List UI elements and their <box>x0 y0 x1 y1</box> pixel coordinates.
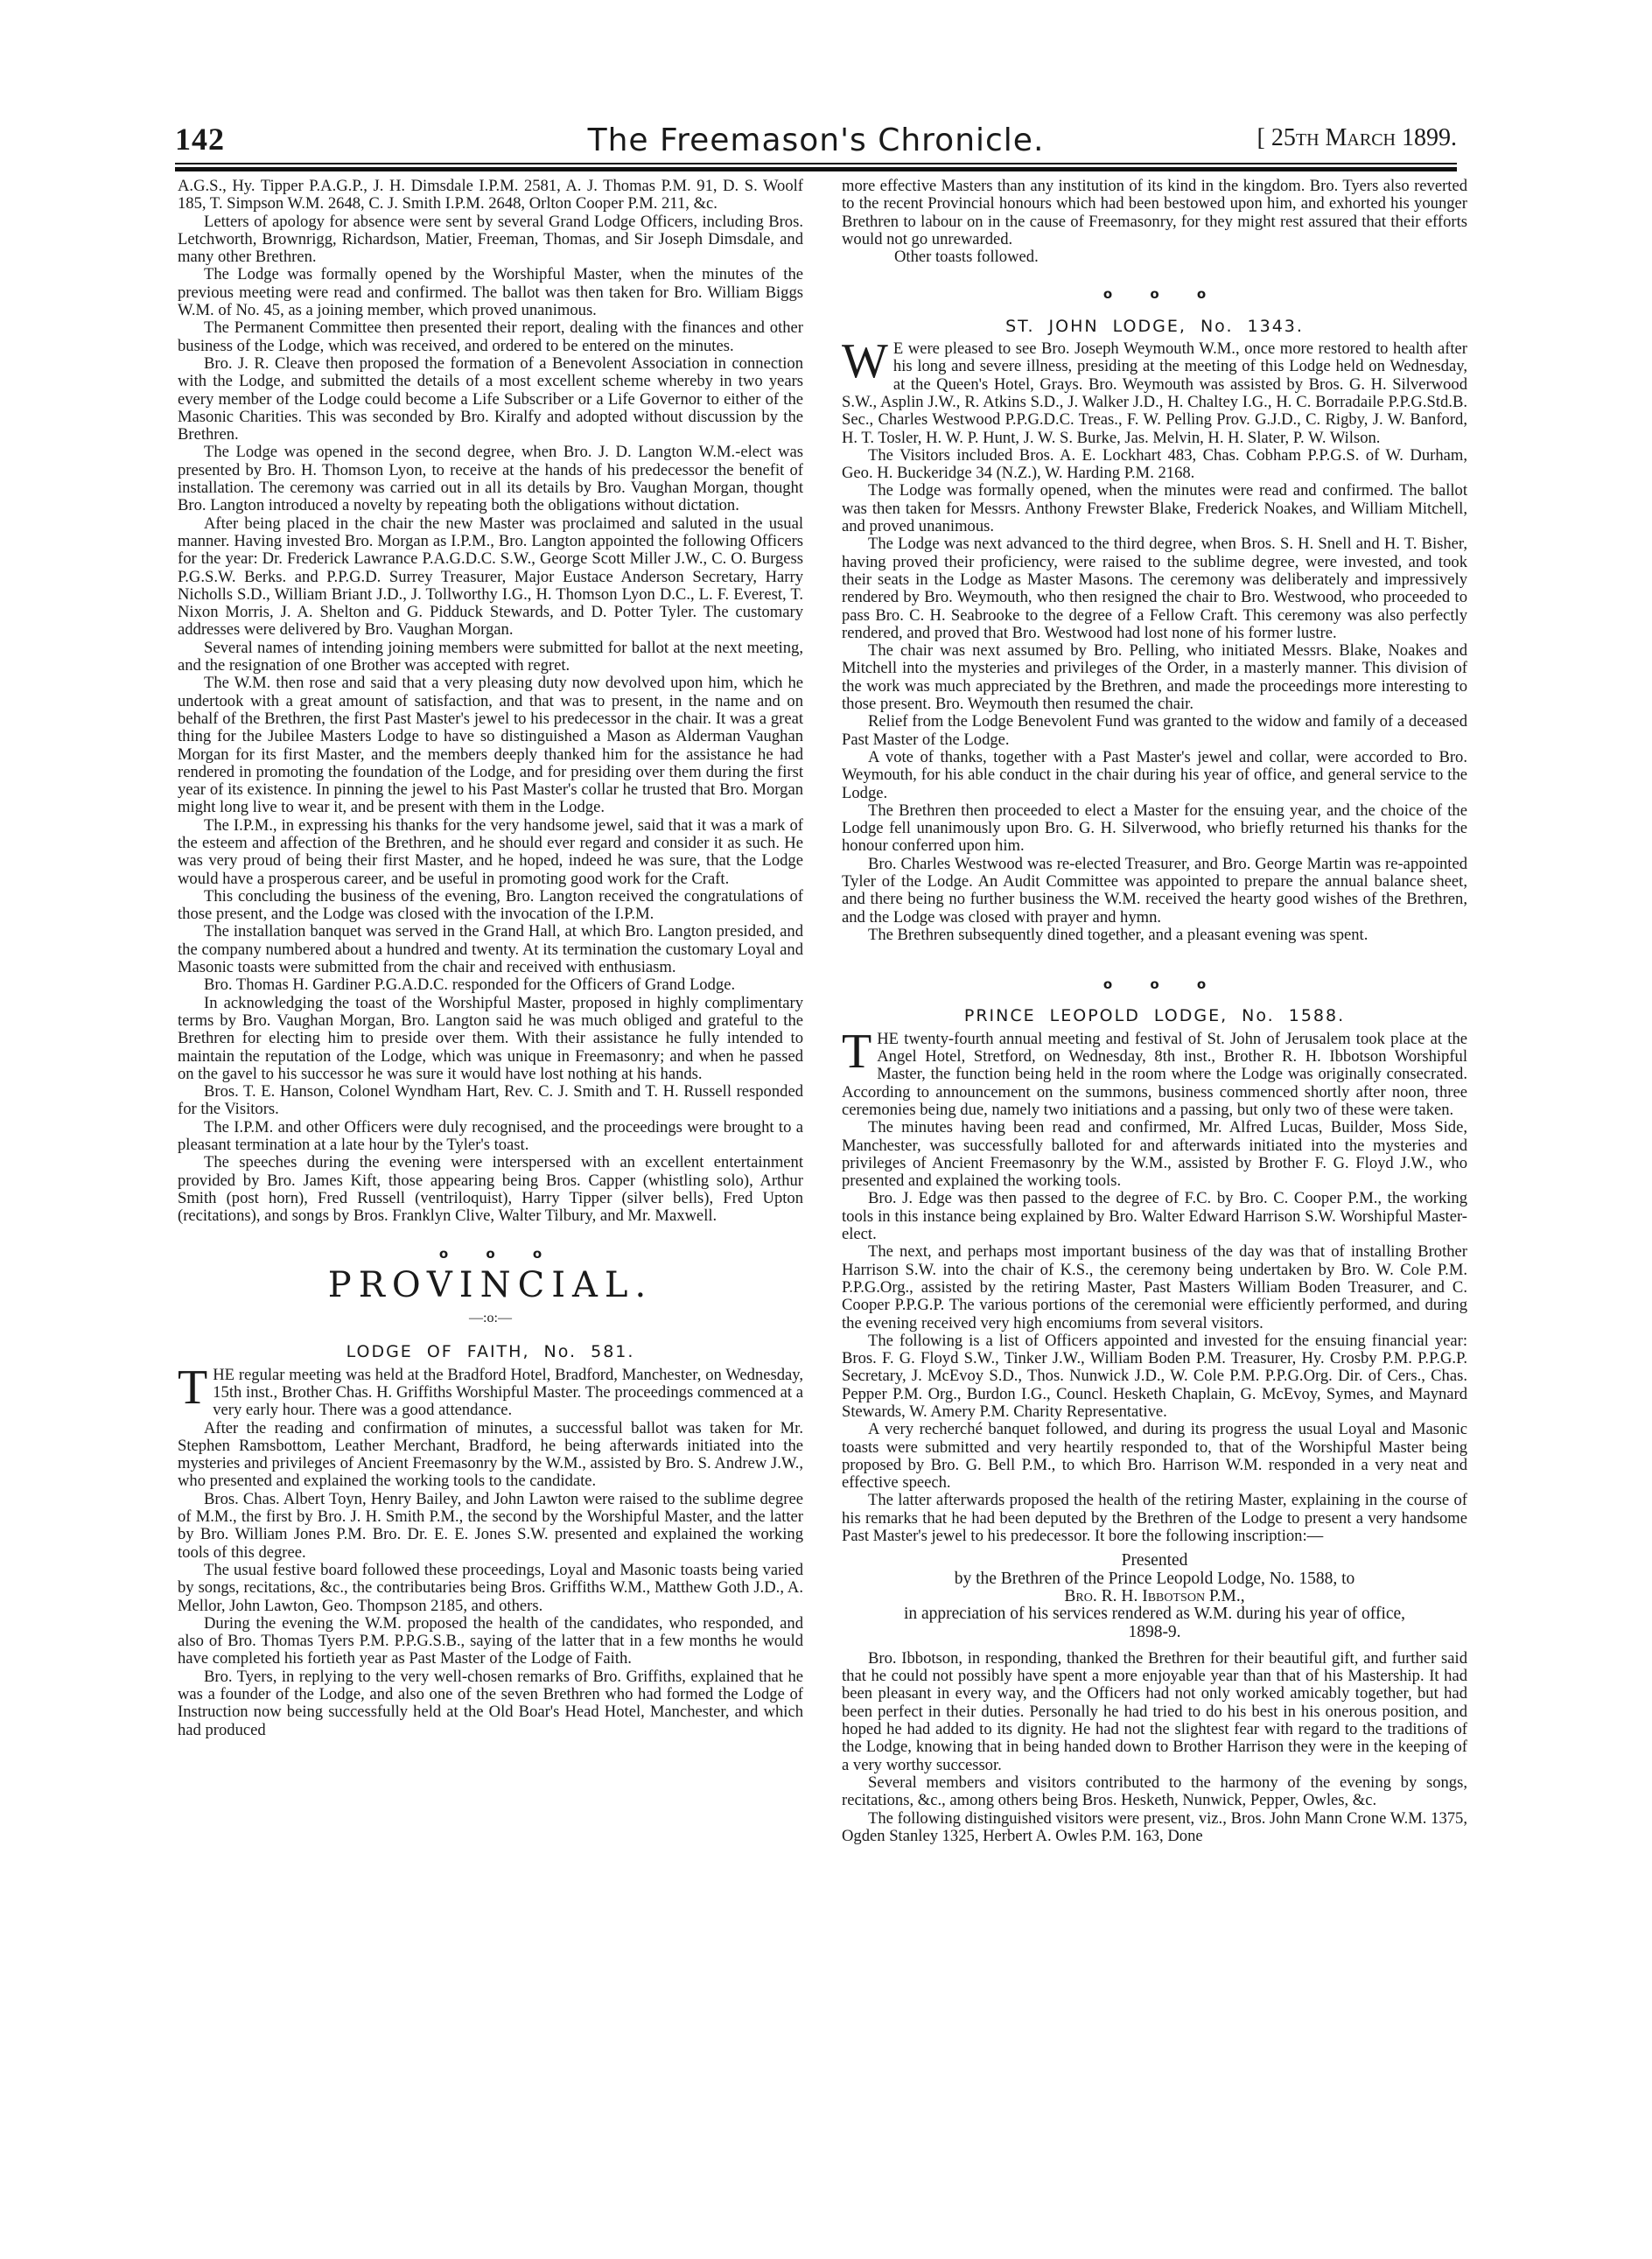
paragraph: The Lodge was formally opened, when the minutes were read and confirmed. The ballot was then taken for Messrs. Anthony Frewster Blake, Frederick Noakes, and William Mitchell, and proved unanimous. <box>842 481 1467 536</box>
section-ornament: o o o <box>1102 976 1207 993</box>
paragraph: In acknowledging the toast of the Worshipful Master, proposed in highly complimentary terms by Bro. Vaughan Morgan, Bro. Langton said he was much obliged and grateful to the Brethren for electing him to preside over them. With their assistance he fully intended to maintain the reputation of the Lodge, which was unique in Freemasonry; and when he passed on the gavel to his successor he was sure it would have lost nothing at his hands. <box>178 993 803 1083</box>
paragraph: After the reading and confirmation of minutes, a successful ballot was taken for Mr. Stephen Ramsbottom, Leather Merchant, Bradford, he being afterwards initiated into the mysteries and privileges of Ancient Freemasonry by the W.M., assisted by Bro. S. Andrew J.W., who presented and explained the working tools to the candidate. <box>178 1418 803 1491</box>
paragraph: The W.M. then rose and said that a very pleasing duty now devolved upon him, which he undertook with a great amount of satisfaction, and that was to present, in the name and on behalf of the Brethren, the first Past Master's jewel to his predecessor in the chair. It was a great thing for the Jubilee Masters Lodge to have so distinguished a Mason as Alderman Vaughan Morgan for its first Master, and the members deeply thanked him for the assistance he had rendered in promoting the foundation of the Lodge, and for presiding over them during the first year of its existence. In pinning the jewel to his Past Master's collar he trusted that Bro. Morgan might long live to wear it, and be present with them in the Lodge. <box>178 674 803 817</box>
masthead <box>175 121 1457 164</box>
inscription-year: 1898-9. <box>1128 1622 1181 1641</box>
lodge-heading-prince-leopold: PRINCE LEOPOLD LODGE, No. 1588. <box>963 1006 1346 1026</box>
paragraph: Bro. Tyers, in replying to the very well-chosen remarks of Bro. Griffiths, explained that he was a founder of the Lodge, and also one of the seven Brethren who had formed the Lodge of Instruction now being successfully held at the Old Boar's Head Hotel, Manchester, and which had produced <box>178 1667 803 1739</box>
paragraph: The speeches during the evening were interspersed with an excellent entertainment provided by Bro. James Kift, those appearing being Bros. Capper (whistling solo), Arthur Smith (post horn), Fred Russell (ventriloquist), Harry Tipper (silver bells), Fred Upton (recitations), and songs by Bros. Franklyn Clive, Walter Tilbury, and Mr. Maxwell. <box>178 1153 803 1226</box>
left-column <box>178 178 803 1739</box>
paragraph: The next, and perhaps most important business of the day was that of installing Brother Harrison S.W. into the chair of K.S., the ceremony being undertaken by Bro. W. Cole P.M. P.P.G.Org., assisted by the retiring Master, Past Masters William Boden Treasurer, and C. Cooper P.P.G.P. The various portions of the ceremonial were efficiently performed, and during the evening received very high encomiums from several visitors. <box>842 1242 1467 1332</box>
masthead-rule-thick <box>175 167 1457 171</box>
paragraph: The Visitors included Bros. A. E. Lockhart 483, Chas. Cobham P.P.G.S. of W. Durham, Geo. H. Buckeridge 34 (N.Z.), W. Harding P.M. 2168. <box>842 445 1467 483</box>
paragraph-dropcap: W E were pleased to see Bro. Joseph Weymouth W.M., once more restored to health after his long and severe illness, presiding at the meeting of this Lodge held on Wednesday, at the Queen's Hotel, Grays. Bro. Weymouth was assisted by Bros. G. H. Silverwood S.W., Asplin J.W., R. Atkins S.D., J. Walker J.D., H. Chaltey I.G., H. C. Borradaile P.P.G.Std.B. Sec., Charles Westwood P.P.G.D.C. Treas., F. W. Pelling Prov. G.J.D., C. Rigby, J. W. Banford, H. T. Tosler, H. W. P. Hunt, J. W. S. Burke, Jas. Melvin, H. H. Slater, P. W. Wilson. <box>842 334 1467 447</box>
paragraph: The minutes having been read and confirmed, Mr. Alfred Lucas, Builder, Moss Side, Manchester, was successfully balloted for and afterwards initiated into the mysteries and privileges of Ancient Freemasonry by the W.M., assisted by Brother F. G. Floyd J.W., who presented and explained the working tools. <box>842 1118 1467 1191</box>
paragraph: A vote of thanks, together with a Past Master's jewel and collar, were accorded to Bro. Weymouth, for his able conduct in the chair during his year of office, and general service to the Lodge. <box>842 747 1467 802</box>
paragraph: Other toasts followed. <box>894 248 1039 267</box>
section-title-provincial: PROVINCIAL. <box>327 1264 654 1305</box>
paragraph: A very recherché banquet followed, and during its progress the usual Loyal and Masonic toasts were submitted and very heartily responded to, that of the Worshipful Master being proposed by Bro. G. Bell P.M., to which Bro. Harrison W.M. responded in a very neat and effective speech. <box>842 1420 1467 1493</box>
paragraph: Bro. Ibbotson, in responding, thanked the Brethren for their beautiful gift, and further said that he could not possibly have spent a more enjoyable year than that of his Mastership. It had been pleasant in every way, and the Officers had not only worked amicably together, but had been perfect in their duties. Personally he had tried to do his best in his onerous position, and hoped he had added to its dignity. He had not the slightest fear with regard to the traditions of the Lodge, knowing that in being handed down to Brother Harrison they were in the keeping of a very worthy successor. <box>842 1648 1467 1774</box>
masthead-rule-thin <box>175 163 1457 164</box>
section-divider: —:o:— <box>469 1311 512 1326</box>
paragraph: The chair was next assumed by Bro. Pelling, who initiated Messrs. Blake, Noakes and Mitchell into the mysteries and privileges of the Order, in a masterly manner. This division of the work was much appreciated by the Brethren, and made the proceedings more interesting to those present. Bro. Weymouth then resumed the chair. <box>842 641 1467 714</box>
issue-date: [ 25th March 1899. <box>1256 124 1457 151</box>
paragraph: The Brethren subsequently dined together, and a pleasant evening was spent. <box>868 925 1368 944</box>
paragraph: A.G.S., Hy. Tipper P.A.G.P., J. H. Dimsdale I.P.M. 2581, A. J. Thomas P.M. 91, D. S. Woolf 185, T. Simpson W.M. 2648, C. J. Smith I.P.M. 2648, Orlton Cooper P.M. 211, &c. <box>178 177 803 213</box>
paragraph: The latter afterwards proposed the health of the retiring Master, explaining in the course of his remarks that he had been deputed by the Brethren of the Lodge to present a very handsome Past Master's jewel to his predecessor. It bore the following inscription:— <box>842 1491 1467 1546</box>
paragraph: The Brethren then proceeded to elect a Master for the ensuing year, and the choice of the Lodge fell unanimously upon Bro. G. H. Silverwood, who briefly returned his thanks for the honour conferred upon him. <box>842 801 1467 856</box>
paragraph: The Lodge was next advanced to the third degree, when Bros. S. H. Snell and H. T. Bisher, having proved their proficiency, were raised to the sublime degree, were invested, and took their seats in the Lodge as Master Masons. The ceremony was deliberately and impressively rendered by Bro. Weymouth, who then resigned the chair to Bro. Westwood, who proceeded to pass Bro. C. H. Seabrooke to the degree of a Fellow Craft. This ceremony was also perfectly rendered, and proved that Bro. Westwood had lost none of his former lustre. <box>842 535 1467 642</box>
inscription-line: Presented <box>1121 1551 1188 1570</box>
paragraph: Bros. T. E. Hanson, Colonel Wyndham Hart, Rev. C. J. Smith and T. H. Russell responded for the Visitors. <box>178 1082 803 1119</box>
paragraph: Bro. J. R. Cleave then proposed the formation of a Benevolent Association in connection with the Lodge, and submitted the details of a most excellent scheme whereby in two years every member of the Lodge could become a Life Subscriber or a Life Governor to either of the Masonic Charities. This was seconded by Bro. Kiralfy and adopted without discussion by the Brethren. <box>178 353 803 444</box>
drop-cap: T <box>842 1024 872 1079</box>
paragraph: Relief from the Lodge Benevolent Fund was granted to the widow and family of a deceased Past Master of the Lodge. <box>842 712 1467 749</box>
paragraph: The following distinguished visitors were present, viz., Bros. John Mann Crone W.M. 1375, Ogden Stanley 1325, Herbert A. Owles P.M. 163, Done <box>842 1808 1467 1845</box>
drop-cap: T <box>178 1360 208 1415</box>
inscription-line: in appreciation of his services rendered as W.M. during his year of office, <box>903 1605 1406 1624</box>
lodge-heading-st-john: ST. JOHN LODGE, No. 1343. <box>1005 316 1304 336</box>
paragraph: Several members and visitors contributed to the harmony of the evening by songs, recitations, &c., among others being Bros. Hesketh, Nunwick, Pepper, Owles, &c. <box>842 1773 1467 1810</box>
paragraph: The I.P.M. and other Officers were duly recognised, and the proceedings were brought to a pleasant termination at a late hour by the Tyler's toast. <box>178 1117 803 1155</box>
paragraph: Bro. Charles Westwood was re-elected Treasurer, and Bro. George Martin was re-appointed Tyler of the Lodge. An Audit Committee was appointed to prepare the annual balance sheet, and there being no further business the W.M. received the hearty good wishes of the Brethren, and the Lodge was closed with prayer and hymn. <box>842 854 1467 927</box>
paragraph: This concluding the business of the evening, Bro. Langton received the congratulations of those present, and the Lodge was closed with the invocation of the I.P.M. <box>178 886 803 924</box>
paragraph-dropcap: THE regular meeting was held at the Bradford Hotel, Bradford, Manchester, on Wednesday, 15th inst., Brother Chas. H. Griffiths Worshipful Master. The proceedings commenced at a very early hour. There was a good attendance. <box>178 1360 803 1420</box>
section-ornament: o o o <box>1102 286 1207 303</box>
paragraph: Bro. J. Edge was then passed to the degree of F.C. by Bro. C. Cooper P.M., the working tools in this instance being explained by Bro. Walter Edward Harrison S.W. Worshipful Master-elect. <box>842 1189 1467 1244</box>
paragraph: Bros. Chas. Albert Toyn, Henry Bailey, and John Lawton were raised to the sublime degree of M.M., the first by Bro. J. H. Smith P.M., the second by the Worshipful Master, and the latter by Bro. William Jones P.M. Bro. Dr. E. E. Jones S.W. presented and explained the working tools of this degree. <box>178 1489 803 1562</box>
inscription-recipient: Bro. R. H. Ibbotson P.M., <box>1064 1586 1245 1605</box>
paragraph: The usual festive board followed these proceedings, Loyal and Masonic toasts being varied by songs, recitations, &c., the contributaries being Bros. Griffiths W.M., Matthew Goth J.D., A. Mellor, John Lawton, Geo. Thompson 2185, and others. <box>178 1560 803 1615</box>
jewel-inscription <box>842 1552 1467 1640</box>
paragraph: After being placed in the chair the new Master was proclaimed and saluted in the usual manner. Having invested Bro. Morgan as I.P.M., Bro. Langton appointed the following Officers for the year: Dr. Frederick Lawrance P.A.G.D.C. S.W., George Scott Miller J.W., C. O. Burgess P.G.S.W. Berks. and P.P.G.D. Surrey Treasurer, Major Eustace Anderson Secretary, Harry Nicholls S.D., William Briant J.D., J. Tollworthy I.G., H. Thomson Lyon D.C., L. F. Everest, T. Nixon Morris, J. A. Shelton and G. Pidduck Stewards, and D. Potter Tyler. The customary addresses were delivered by Bro. Vaughan Morgan. <box>178 514 803 640</box>
paragraph: Several names of intending joining members were submitted for ballot at the next meeting, and the resignation of one Brother was accepted with regret. <box>178 638 803 675</box>
paragraph: The Permanent Committee then presented their report, dealing with the finances and other business of the Lodge, which was received, and ordered to be entered on the minutes. <box>178 318 803 355</box>
paragraph: The Lodge was opened in the second degree, when Bro. J. D. Langton W.M.-elect was presented by Bro. H. Thomson Lyon, to receive at the hands of his predecessor the benefit of installation. The ceremony was carried out in all its details by Bro. Vaughan Morgan, thought Bro. Langton introduced a novelty by repeating both the obligations without dictation. <box>178 443 803 515</box>
paragraph: The Lodge was formally opened by the Worshipful Master, when the minutes of the previous meeting were read and confirmed. The ballot was then taken for Bro. William Biggs W.M. of No. 45, as a joining member, which proved unanimous. <box>178 265 803 320</box>
paragraph-dropcap: THE twenty-fourth annual meeting and festival of St. John of Jerusalem took place at the Angel Hotel, Stretford, on Wednesday, 8th inst., Brother R. H. Ibbotson Worshipful Master, the function being held in the room where the Lodge was originally consecrated. According to announcement on the summons, business commenced shortly after noon, three ceremonies being due, namely two initiations and a passing, but only two of these were taken. <box>842 1024 1467 1119</box>
paragraph: During the evening the W.M. proposed the health of the candidates, who responded, and also of Bro. Thomas Tyers P.M. P.P.G.S.B., saying of the latter that in a few months he would have completed his fortieth year as Past Master of the Lodge of Faith. <box>178 1613 803 1668</box>
issue-date-text: 25th March 1899. <box>1270 124 1457 151</box>
paragraph: Letters of apology for absence were sent by several Grand Lodge Officers, including Bros. Letchworth, Brownrigg, Richardson, Matier, Freeman, Thomas, and Sir Joseph Dimsdale, and many other Brethren. <box>178 212 803 267</box>
page-number: 142 <box>175 122 225 157</box>
drop-cap: W <box>842 334 888 389</box>
paragraph: The installation banquet was served in the Grand Hall, at which Bro. Langton presided, and the company numbered about a hundred and twenty. At its termination the customary Loyal and Masonic toasts were submitted from the chair and received with enthusiasm. <box>178 922 803 977</box>
paragraph: The I.P.M., in expressing his thanks for the very handsome jewel, said that it was a mark of the esteem and affection of the Brethren, and he should ever regard and consider it as such. He was very proud of being their first Master, and he hoped, indeed he was sure, that the Lodge would have a prosperous career, and be useful in promoting good work for the Craft. <box>178 815 803 888</box>
inscription-line: by the Brethren of the Prince Leopold Lodge, No. 1588, to <box>954 1569 1355 1588</box>
lodge-heading-faith: LODGE OF FAITH, No. 581. <box>346 1342 635 1362</box>
paragraph: Bro. Thomas H. Gardiner P.G.A.D.C. responded for the Officers of Grand Lodge. <box>204 976 736 995</box>
right-column <box>842 178 1467 1845</box>
publication-title: The Freemason's Chronicle. <box>587 122 1045 158</box>
paragraph: more effective Masters than any institution of its kind in the kingdom. Bro. Tyers also reverted to the recent Provincial honours which had been bestowed upon him, and exhorted his younger Brethren to labour on in the cause of Freemasonry, for they might rest assured that their efforts would not go unrewarded. <box>842 177 1467 248</box>
section-ornament: o o o <box>438 1245 542 1262</box>
paragraph: The following is a list of Officers appointed and invested for the ensuing financial year: Bros. F. G. Floyd S.W., Tinker J.W., William Boden P.M. Treasurer, Hy. Crosby P.M. P.P.G.P. Secretary, J. McEvoy S.D., Thos. Nunwick J.D., W. Cole P.M. P.P.G.Org. Dir. of Cers., Chas. Pepper P.M. Org., Burdon I.G., Councl. Hesketh Chaplain, G. McEvoy, Symes, and Maynard Stewards, W. Amery P.M. Charity Representative. <box>842 1331 1467 1421</box>
